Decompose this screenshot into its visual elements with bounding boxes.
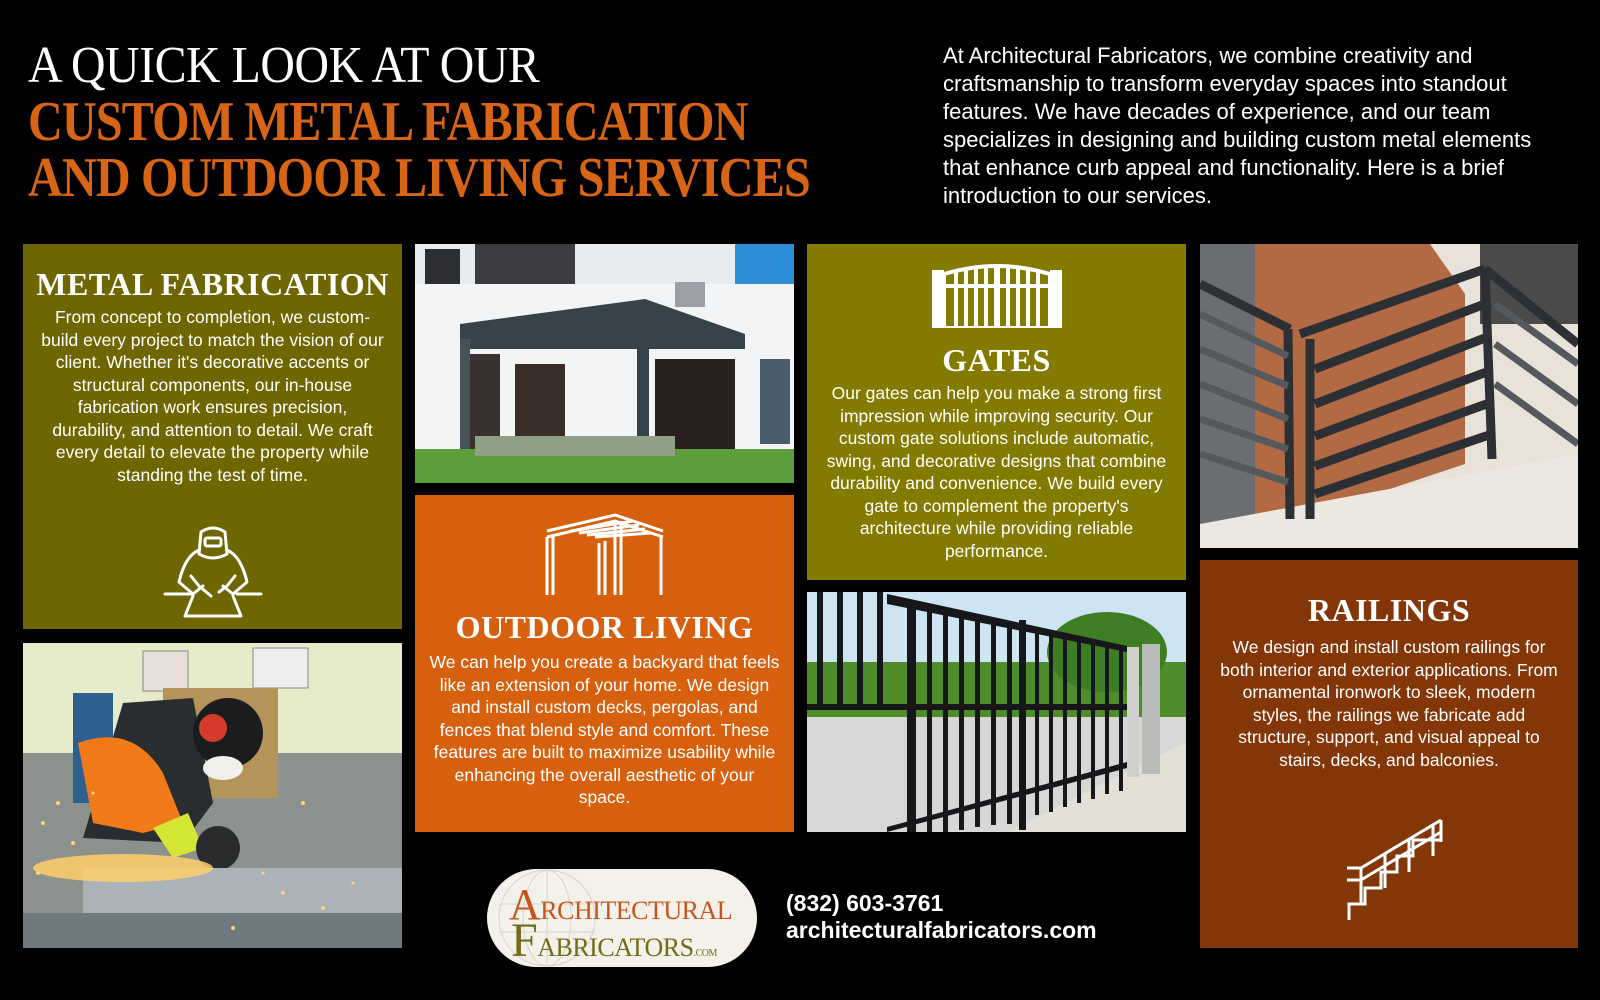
gate-icon [932, 264, 1062, 328]
metal-fabrication-card [23, 244, 402, 629]
card-title: METAL FABRICATION [36, 266, 389, 302]
headline-line-2: CUSTOM METAL FABRICATION [28, 91, 748, 153]
headline-line-1: A QUICK LOOK AT OUR [28, 37, 540, 94]
company-logo[interactable] [487, 869, 757, 967]
headline-line-3: AND OUTDOOR LIVING SERVICES [28, 147, 810, 209]
card-title: RAILINGS [1307, 592, 1471, 628]
stair-railing-icon [1347, 818, 1443, 922]
card-text: From concept to completion, we custom-build every project to match the vision of our client. Whether it's decorative accents or structural components, our in-house fabrication work ensures precision, durability, and attention to detail. We craft every detail to elevate the property while standing the test of time. [41, 307, 384, 485]
card-text: We can help you create a backyard that feels like an extension of your home. We design and install custom decks, pergolas, and fences that blend style and comfort. These features are built to maximize usability while enhancing the overall aesthetic of your space. [429, 652, 780, 807]
metal-worker-grinding-photo [23, 643, 402, 948]
gates-card [807, 244, 1186, 580]
black-sliding-gate-photo [807, 592, 1186, 832]
railings-card [1200, 560, 1578, 948]
intro-paragraph: At Architectural Fabricators, we combine creativity and craftsmanship to transform everyday spaces into standout features. We have decades of experience, and our team specializes in designing and building custom metal elements that enhance curb appeal and functionality. Here is a brief introduction to our services. [943, 43, 1532, 208]
card-title: GATES [942, 342, 1051, 378]
balcony-railing-photo [1200, 244, 1578, 548]
card-text: We design and install custom railings for both interior and exterior applications. From ornamental ironwork to sleek, modern styles, the railings we fabricate add structure, support, and visual appeal to stairs, decks, and balconies. [1220, 637, 1558, 770]
card-text: Our gates can help you make a strong first impression while improving security. Our custom gate solutions include automatic, swing, and decorative designs that combine durability and convenience. We build every gate to complement the property's architecture while providing reliable performance. [826, 383, 1167, 561]
logo-line-1: ARCHITECTURAL [509, 880, 733, 929]
pergola-icon [543, 513, 667, 597]
card-title: OUTDOOR LIVING [455, 609, 754, 645]
contact-info [786, 890, 1097, 944]
website-link[interactable]: architecturalfabricators.com [786, 917, 1097, 943]
logo-line-2: FABRICATORS.COM [511, 914, 717, 967]
headline [28, 37, 908, 209]
outdoor-living-card [415, 495, 794, 832]
phone-number[interactable]: (832) 603-3761 [786, 890, 944, 916]
modern-house-pergola-photo [415, 244, 794, 483]
welder-icon [163, 524, 263, 620]
